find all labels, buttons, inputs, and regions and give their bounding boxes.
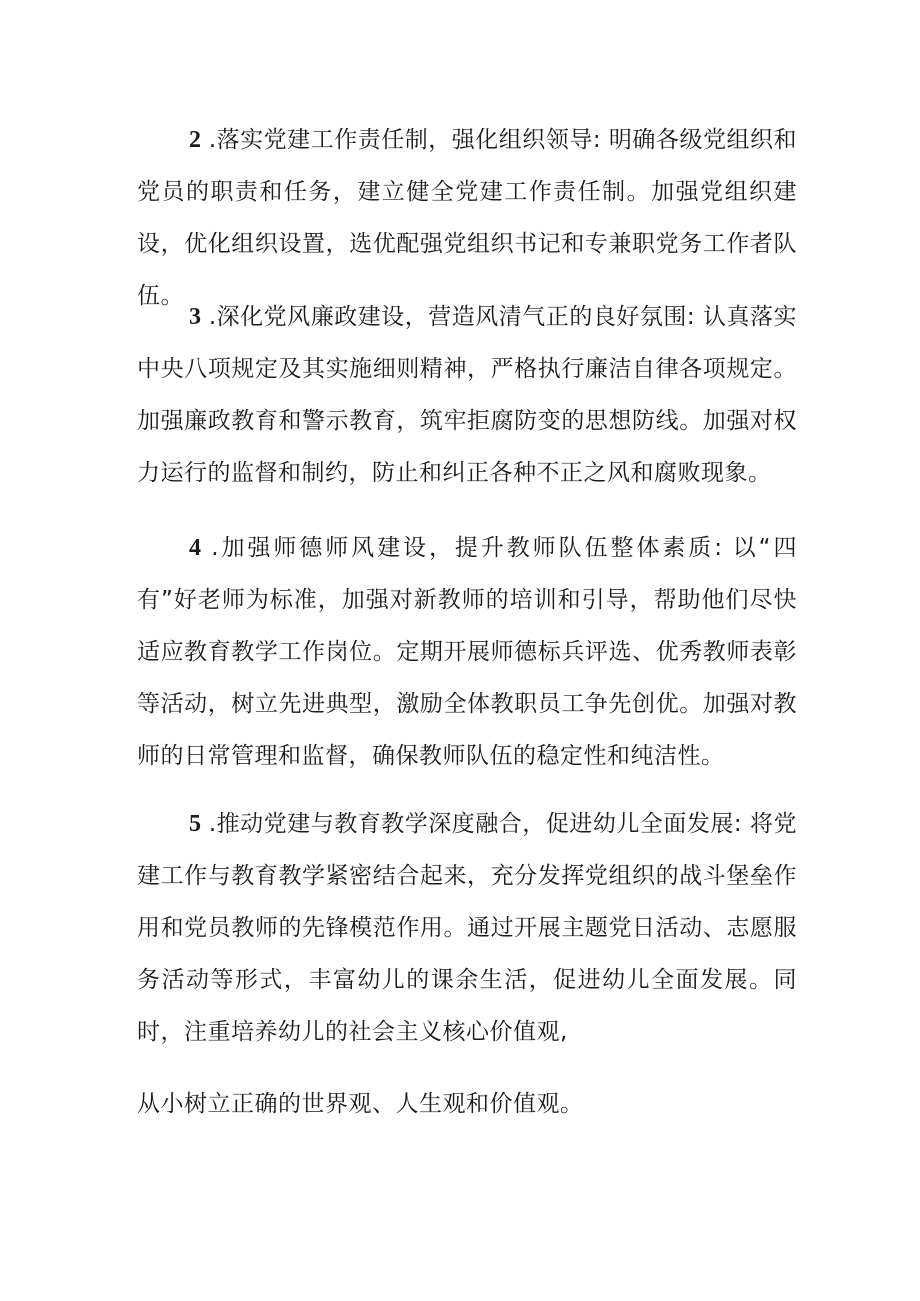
paragraph-item-5 [137,798,797,1058]
paragraph-text: .落实党建工作责任制，强化组织领导: 明确各级党组织和党员的职责和任务，建立健全党建工作责任制。加强党组织建设，优化组织设置，选优配强党组织书记和专兼职党务工作者队伍。 [137,127,797,309]
paragraph-text: .加强师德师风建设，提升教师队伍整体素质: 以“四有”好老师为标准，加强对新教师的培训和引导，帮助他们尽快适应教育教学工作岗位。定期开展师德标兵评选、优秀教师表彰等活动，树立先进典型，激励全体教职员工争先创优。加强对教师的日常管理和监督，确保教师队伍的稳定性和纯洁性。 [137,535,797,769]
paragraph-number: 3 [189,304,201,330]
paragraph-number: 5 [189,811,201,837]
paragraph-item-3 [137,291,797,499]
paragraph-text: .深化党风廉政建设，营造风清气正的良好氛围: 认真落实中央八项规定及其实施细则精神，严格执行廉洁自律各项规定。加强廉政教育和警示教育，筑牢拒腐防变的思想防线。加强对权力运行的监督和制约，防止和纠正各种不正之风和腐败现象。 [137,304,797,486]
paragraph-text: .推动党建与教育教学深度融合，促进幼儿全面发展: 将党建工作与教育教学紧密结合起来，充分发挥党组织的战斗堡垒作用和党员教师的先锋模范作用。通过开展主题党日活动、志愿服务活动等形式，丰富幼儿的课余生活，促进幼儿全面发展。同时，注重培养幼儿的社会主义核心价值观, [137,811,797,1045]
continuation-paragraph: 从小树立正确的世界观、人生观和价值观。 [137,1091,584,1117]
paragraph-number: 2 [189,127,201,153]
paragraph-item-4 [137,522,797,782]
paragraph-number: 4 [189,535,201,561]
